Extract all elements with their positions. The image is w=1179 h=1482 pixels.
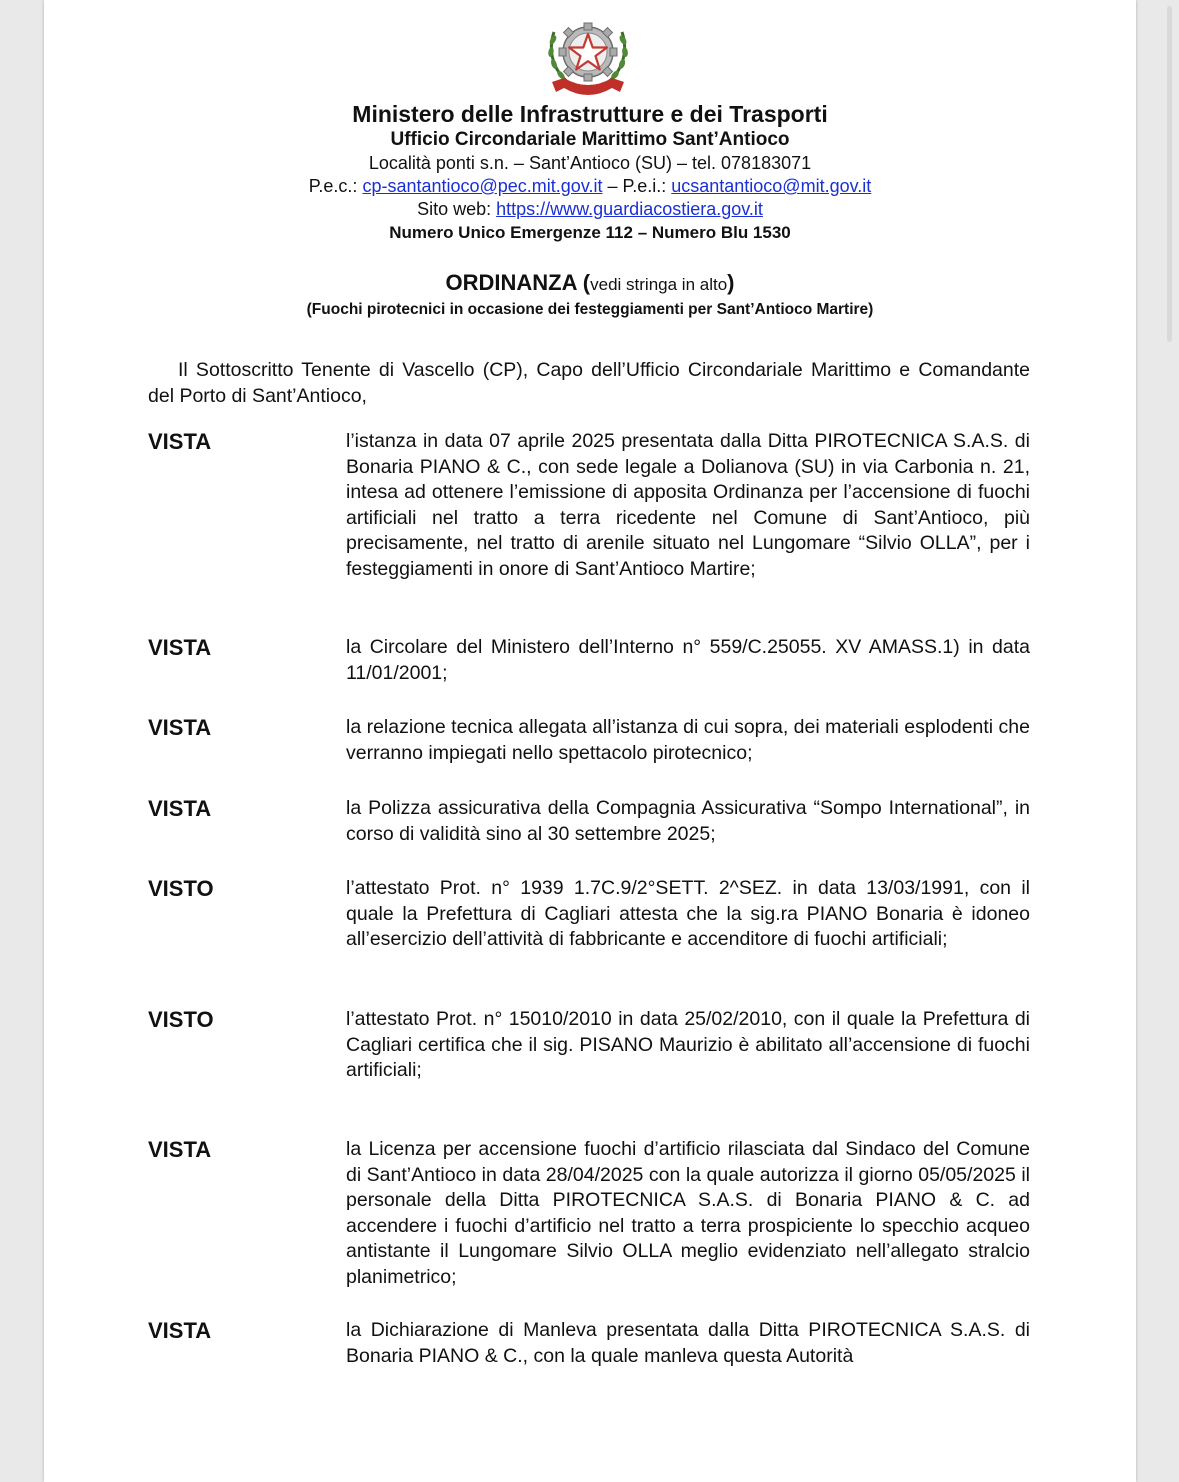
contact-emails [44, 175, 1136, 198]
clause-text: la Dichiarazione di Manleva presentata dalla Ditta PIROTECNICA S.A.S. di Bonaria PIANO & C., con la quale manleva questa Autorità [346, 1319, 1030, 1367]
clause-vista-relazione [148, 715, 1030, 766]
clause-text: l’attestato Prot. n° 15010/2010 in data 25/02/2010, con il quale la Prefettura di Cagliari certifica che il sig. PISANO Maurizio è abilitato all’accensione di fuochi artificiali; [346, 1008, 1030, 1081]
clause-keyword: VISTA [148, 1318, 212, 1343]
document-page [44, 0, 1136, 1482]
clause-text: la Licenza per accensione fuochi d’artificio rilasciata dal Sindaco del Comune di Sant’Antioco in data 28/04/2025 con la quale autorizza il giorno 05/05/2025 il personale della Ditta PIROTECNICA S.A.S. di Bonaria PIANO & C. ad accendere i fuochi d’artificio nel tratto a terra prospiciente lo specchio acqueo antistante il Lungomare Silvio OLLA meglio evidenziato nell’allegato stralcio planimetrico; [346, 1138, 1030, 1288]
clause-text: l’istanza in data 07 aprile 2025 presentata dalla Ditta PIROTECNICA S.A.S. di Bonaria PIANO & C., con sede legale a Dolianova (SU) in via Carbonia n. 21, intesa ad ottenere l’emissione di apposita Ordinanza per l’accensione di fuochi artificiali nel tratto a terra ricedente nel Comune di Sant’Antioco, più precisamente, nel tratto di arenile situato nel Lungomare “Silvio OLLA”, per i festeggiamenti in onore di Sant’Antioco Martire; [346, 430, 1030, 580]
pei-label: – P.e.i.: [607, 176, 667, 196]
office-name: Ufficio Circondariale Marittimo Sant’Antioco [390, 129, 790, 150]
clause-visto-attestato-1991 [148, 876, 1030, 953]
ordinance-title [44, 268, 1136, 300]
website-line [44, 198, 1136, 221]
clause-vista-manleva [148, 1318, 1030, 1369]
emergency-numbers: Numero Unico Emergenze 112 – Numero Blu 1530 [389, 223, 791, 242]
intro-paragraph: Il Sottoscritto Tenente di Vascello (CP), Capo dell’Ufficio Circondariale Marittimo e Comandante del Porto di Sant’Antioco, [148, 359, 1030, 407]
ministry-name: Ministero delle Infrastrutture e dei Trasporti [352, 101, 828, 127]
clause-keyword: VISTA [148, 1137, 212, 1162]
clause-keyword: VISTO [148, 1007, 214, 1032]
website-label: Sito web: [417, 199, 492, 219]
clause-text: la relazione tecnica allegata all’istanza di cui sopra, dei materiali esplodenti che verranno impiegati nello spettacolo pirotecnico; [346, 716, 1030, 764]
ordinance-title-main: ORDINANZA [445, 270, 577, 295]
clause-text: la Polizza assicurativa della Compagnia Assicurativa “Sompo International”, in corso di validità sino al 30 settembre 2025; [346, 797, 1030, 845]
letterhead [44, 100, 1136, 245]
clause-keyword: VISTO [148, 876, 214, 901]
clause-keyword: VISTA [148, 429, 212, 454]
website-link[interactable]: https://www.guardiacostiera.gov.it [496, 199, 763, 219]
clause-keyword: VISTA [148, 635, 212, 660]
clause-vista-licenza [148, 1137, 1030, 1290]
clause-vista-circolare [148, 635, 1030, 686]
clause-visto-attestato-2010 [148, 1007, 1030, 1084]
clause-text: l’attestato Prot. n° 1939 1.7C.9/2°SETT. 2^SEZ. in data 13/03/1991, con il quale la Prefettura di Cagliari attesta che la sig.ra PIANO Bonaria è idoneo all’esercizio dell’attività di fabbricante e accenditore di fuochi artificiali; [346, 877, 1030, 950]
clause-keyword: VISTA [148, 715, 212, 740]
pec-email-link[interactable]: cp-santantioco@pec.mit.gov.it [362, 176, 603, 196]
title-open-paren: ( [576, 270, 591, 295]
clause-text: la Circolare del Ministero dell’Interno n° 559/C.25055. XV AMASS.1) in data 11/01/2001; [346, 636, 1030, 684]
pei-email-link[interactable]: ucsantantioco@mit.gov.it [671, 176, 872, 196]
title-note: vedi stringa in alto [590, 275, 728, 294]
clause-vista-istanza [148, 429, 1030, 582]
clause-keyword: VISTA [148, 796, 212, 821]
italian-republic-emblem-icon [544, 12, 632, 98]
title-close-paren: ) [727, 270, 735, 295]
ordinance-subtitle: (Fuochi pirotecnici in occasione dei festeggiamenti per Sant’Antioco Martire) [306, 301, 874, 318]
ordinance-title-block [44, 268, 1136, 320]
vertical-scrollbar[interactable] [1167, 6, 1172, 342]
clause-vista-polizza [148, 796, 1030, 847]
pec-label: P.e.c.: [308, 176, 358, 196]
office-address: Località ponti s.n. – Sant’Antioco (SU) – tel. 078183071 [368, 153, 812, 173]
